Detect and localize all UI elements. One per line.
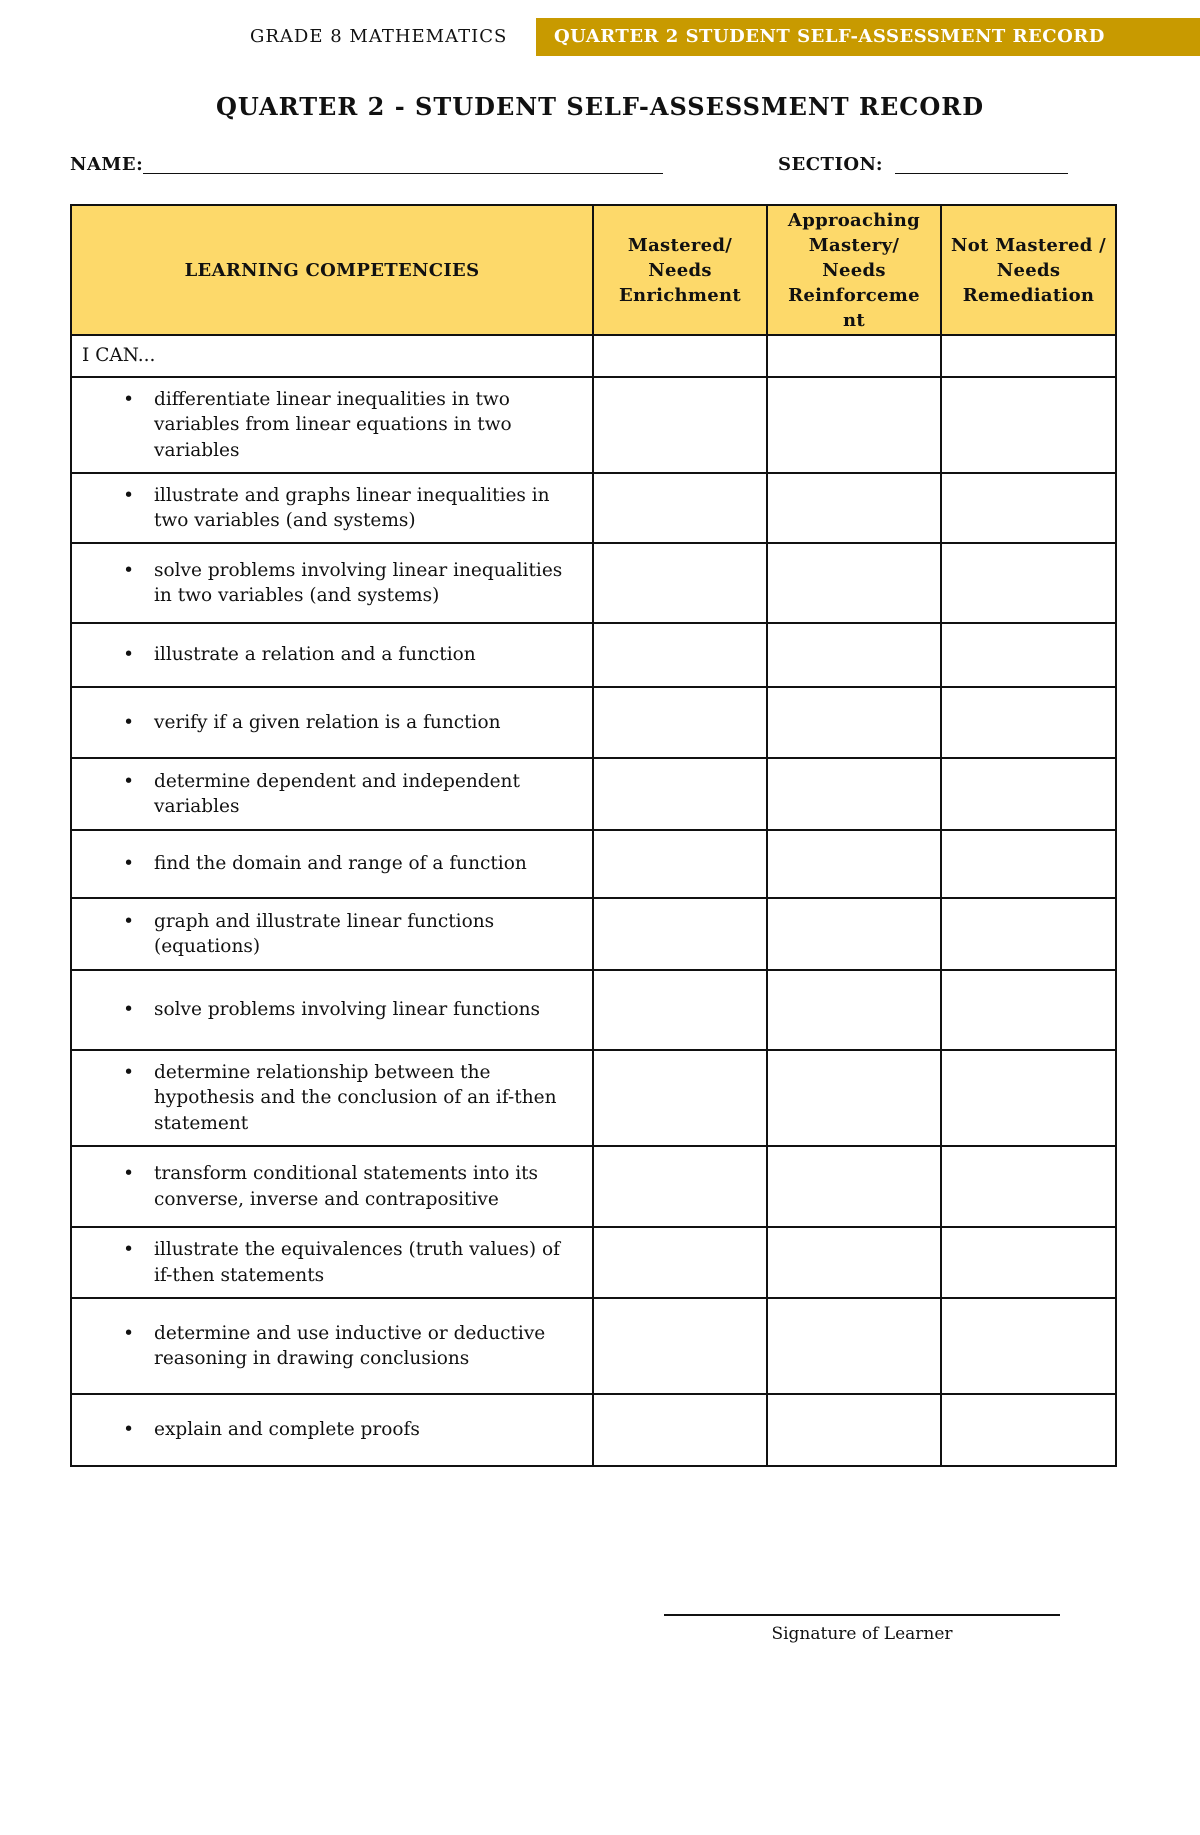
competency-cell — [71, 377, 593, 473]
table-row — [71, 1146, 1116, 1227]
approaching-cell[interactable] — [767, 758, 941, 830]
competency-cell — [71, 473, 593, 543]
not-mastered-cell[interactable] — [941, 758, 1116, 830]
bullet-icon: • — [123, 770, 134, 792]
not-mastered-cell[interactable] — [941, 335, 1116, 377]
not-mastered-cell[interactable] — [941, 543, 1116, 623]
competency-cell — [71, 758, 593, 830]
competency-cell — [71, 830, 593, 898]
section-label: SECTION: — [778, 154, 883, 175]
table-row — [71, 543, 1116, 623]
approaching-cell[interactable] — [767, 830, 941, 898]
mastered-cell[interactable] — [593, 830, 767, 898]
bullet-icon: • — [123, 910, 134, 932]
table-row — [71, 1298, 1116, 1394]
competency-text: solve problems involving linear inequalities in two variables (and systems) — [154, 559, 563, 606]
approaching-cell[interactable] — [767, 623, 941, 687]
competency-text: graph and illustrate linear functions (equations) — [154, 910, 495, 957]
table-row — [71, 758, 1116, 830]
competency-cell — [71, 1146, 593, 1227]
table-row — [71, 335, 1116, 377]
section-field[interactable] — [895, 173, 1068, 174]
col-header-approaching: Approaching Mastery/ Needs Reinforceme nt — [767, 205, 941, 335]
not-mastered-cell[interactable] — [941, 377, 1116, 473]
not-mastered-cell[interactable] — [941, 1394, 1116, 1466]
bullet-icon: • — [123, 1163, 134, 1184]
page-title: QUARTER 2 - STUDENT SELF-ASSESSMENT RECORD — [215, 92, 985, 121]
not-mastered-cell[interactable] — [941, 1050, 1116, 1146]
table-row — [71, 377, 1116, 473]
not-mastered-cell[interactable] — [941, 687, 1116, 758]
bullet-icon: • — [123, 484, 134, 506]
approaching-cell[interactable] — [767, 1394, 941, 1466]
table-row — [71, 1227, 1116, 1298]
competency-cell — [71, 1050, 593, 1146]
name-field[interactable] — [143, 173, 663, 174]
approaching-cell[interactable] — [767, 473, 941, 543]
bullet-icon: • — [123, 388, 134, 410]
signature-label: Signature of Learner — [771, 1624, 953, 1644]
mastered-cell[interactable] — [593, 1298, 767, 1394]
mastered-cell[interactable] — [593, 377, 767, 473]
header-subject: GRADE 8 MATHEMATICS — [250, 26, 508, 47]
header-tag: QUARTER 2 STUDENT SELF-ASSESSMENT RECORD — [536, 18, 1200, 56]
not-mastered-cell[interactable] — [941, 898, 1116, 970]
approaching-cell[interactable] — [767, 970, 941, 1050]
bullet-icon: • — [123, 1061, 134, 1083]
not-mastered-cell[interactable] — [941, 1146, 1116, 1227]
mastered-cell[interactable] — [593, 758, 767, 830]
mastered-cell[interactable] — [593, 623, 767, 687]
competency-text: illustrate and graphs linear inequalities in two variables (and systems) — [154, 484, 550, 531]
competency-text: determine dependent and independent variables — [154, 770, 520, 817]
table-row — [71, 898, 1116, 970]
bullet-icon: • — [123, 1419, 134, 1441]
mastered-cell[interactable] — [593, 1394, 767, 1466]
competency-text: illustrate the equivalences (truth values) of if-then statements — [154, 1239, 560, 1286]
bullet-icon: • — [123, 711, 134, 733]
signature-line[interactable] — [664, 1614, 1060, 1616]
table-row — [71, 473, 1116, 543]
table-row — [71, 1394, 1116, 1466]
bullet-icon: • — [123, 999, 134, 1021]
table-row — [71, 623, 1116, 687]
table-row — [71, 1050, 1116, 1146]
bullet-icon: • — [123, 853, 134, 875]
competency-text: determine and use inductive or deductive reasoning in drawing conclusions — [154, 1322, 546, 1369]
mastered-cell[interactable] — [593, 543, 767, 623]
mastered-cell[interactable] — [593, 473, 767, 543]
competency-text: find the domain and range of a function — [154, 853, 527, 875]
competency-cell — [71, 1298, 593, 1394]
competency-cell — [71, 543, 593, 623]
table-row — [71, 687, 1116, 758]
competency-text: determine relationship between the hypothesis and the conclusion of an if-then statement — [154, 1061, 557, 1134]
bullet-icon: • — [123, 559, 134, 581]
not-mastered-cell[interactable] — [941, 970, 1116, 1050]
competency-text: explain and complete proofs — [154, 1419, 420, 1441]
competency-cell — [71, 1227, 593, 1298]
competency-cell — [71, 898, 593, 970]
col-header-not-mastered: Not Mastered / Needs Remediation — [941, 205, 1116, 335]
bullet-icon: • — [123, 1322, 134, 1344]
approaching-cell[interactable] — [767, 687, 941, 758]
approaching-cell[interactable] — [767, 1050, 941, 1146]
competency-text: differentiate linear inequalities in two variables from linear equations in two variables — [154, 388, 512, 461]
not-mastered-cell[interactable] — [941, 623, 1116, 687]
col-header-competencies: LEARNING COMPETENCIES — [71, 205, 593, 335]
approaching-cell[interactable] — [767, 1298, 941, 1394]
competency-cell — [71, 1394, 593, 1466]
competency-text: transform conditional statements into its converse, inverse and contrapositive — [154, 1163, 539, 1210]
approaching-cell[interactable] — [767, 1227, 941, 1298]
competency-cell — [71, 687, 593, 758]
competency-text: solve problems involving linear functions — [154, 999, 541, 1021]
competency-text: illustrate a relation and a function — [154, 644, 476, 666]
not-mastered-cell[interactable] — [941, 473, 1116, 543]
approaching-cell[interactable] — [767, 898, 941, 970]
competency-cell — [71, 623, 593, 687]
not-mastered-cell[interactable] — [941, 1227, 1116, 1298]
competency-table — [70, 204, 1117, 1467]
bullet-icon: • — [123, 1239, 134, 1260]
approaching-cell[interactable] — [767, 377, 941, 473]
mastered-cell[interactable] — [593, 1227, 767, 1298]
i-can-label: I CAN... — [71, 335, 593, 377]
approaching-cell[interactable] — [767, 1146, 941, 1227]
table-row — [71, 970, 1116, 1050]
mastered-cell[interactable] — [593, 1146, 767, 1227]
mastered-cell[interactable] — [593, 335, 767, 377]
competency-cell — [71, 970, 593, 1050]
approaching-cell[interactable] — [767, 543, 941, 623]
competency-text: verify if a given relation is a function — [154, 711, 501, 733]
mastered-cell[interactable] — [593, 898, 767, 970]
col-header-mastered: Mastered/ Needs Enrichment — [593, 205, 767, 335]
table-row — [71, 830, 1116, 898]
bullet-icon: • — [123, 644, 134, 666]
mastered-cell[interactable] — [593, 687, 767, 758]
mastered-cell[interactable] — [593, 970, 767, 1050]
not-mastered-cell[interactable] — [941, 830, 1116, 898]
approaching-cell[interactable] — [767, 335, 941, 377]
mastered-cell[interactable] — [593, 1050, 767, 1146]
not-mastered-cell[interactable] — [941, 1298, 1116, 1394]
name-label: NAME: — [70, 154, 144, 175]
